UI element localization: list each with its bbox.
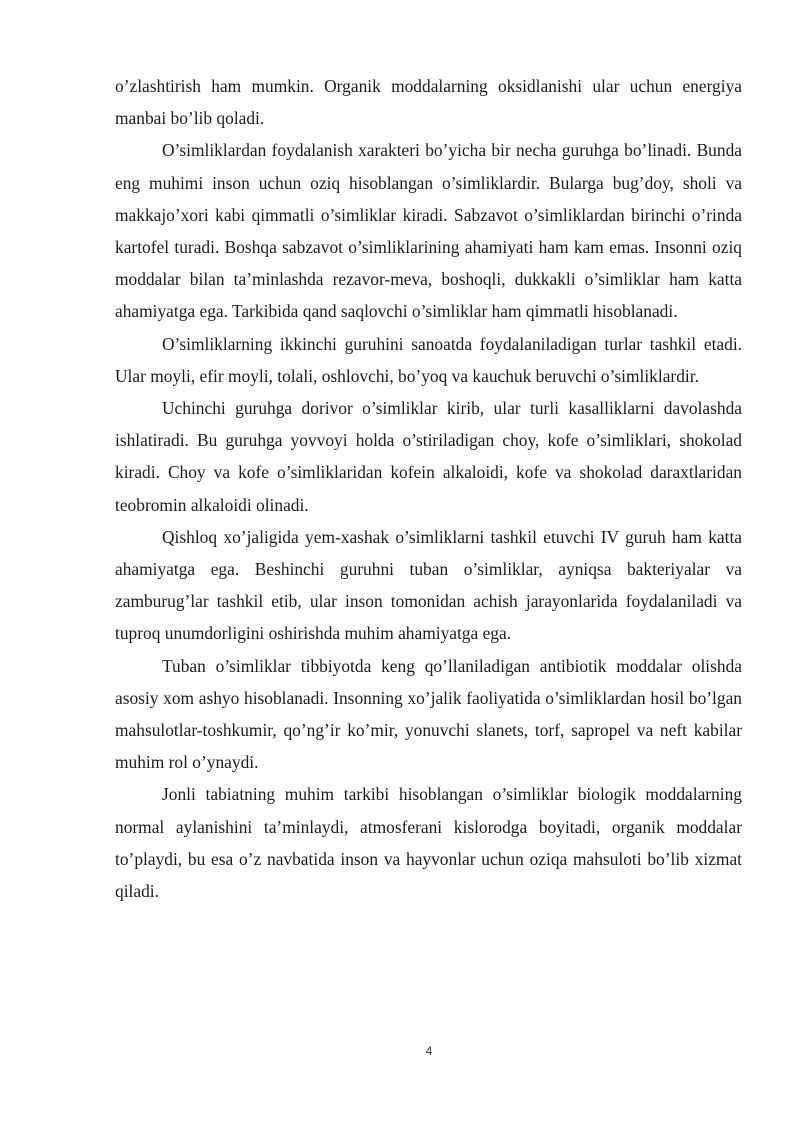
paragraph-continuation: o’zlashtirish ham mumkin. Organik moddalarning oksidlanishi ular uchun energiya manbai bo’lib qoladi. — [115, 76, 742, 129]
document-body — [115, 70, 742, 907]
paragraph-industrial-plants: O’simliklarning ikkinchi guruhini sanoatda foydalaniladigan turlar tashkil etadi. Ular moyli, efir moyli, tolali, oshlovchi, bo’yoq va kauchuk beruvchi o’simliklardir. — [115, 333, 742, 386]
paragraph-medicinal-plants: Uchinchi guruhga dorivor o’simliklar kirib, ular turli kasalliklarni davolashda ishlatiradi. Bu guruhga yovvoyi holda o’stiriladigan choy, kofe o’simliklari, shokolad kiradi. Choy va kofe o’simliklaridan kofein alkaloidi, kofe va shokolad daraxtlaridan teobromin alkaloidi olinadi. — [115, 398, 742, 515]
paragraph-lower-plants-medicine: Tuban o’simliklar tibbiyotda keng qo’llaniladigan antibiotik moddalar olishda asosiy xom ashyo hisoblanadi. Insonning xo’jalik faoliyatida o’simliklardan hosil bo’lgan mahsulotlar-toshkumir, qo’ng’ir ko’mir, yonuvchi slanets, torf, sapropel va neft kabilar muhim rol o’ynaydi. — [115, 655, 742, 773]
page-number: 4 — [425, 1044, 433, 1058]
paragraph-plants-in-nature: Jonli tabiatning muhim tarkibi hisoblangan o’simliklar biologik moddalarning normal aylanishini ta’minlaydi, atmosferani kislorodga boyitadi, organik moddalar to’playdi, bu esa o’z navbatida inson va hayvonlar uchun oziqa mahsuloti bo’lib xizmat qiladi. — [115, 784, 742, 902]
paragraph-fodder-and-lower-plants: Qishloq xo’jaligida yem-xashak o’simliklarni tashkil etuvchi IV guruh ham katta ahamiyatga ega. Beshinchi guruhni tuban o’simliklar, ayniqsa bakteriyalar va zamburug’lar tashkil etib, ular inson tomonidan achish jarayonlarida foydalaniladi va tuproq unumdorligini oshirishda muhim ahamiyatga ega. — [115, 526, 742, 644]
paragraph-plant-usage-groups: O’simliklardan foydalanish xarakteri bo’yicha bir necha guruhga bo’linadi. Bunda eng muhimi inson uchun oziq hisoblangan o’simliklardir. Bularga bug’doy, sholi va makkajo’xori kabi qimmatli o’simliklar kiradi. Sabzavot o’simliklardan birinchi o’rinda kartofel turadi. Boshqa sabzavot o’simliklarining ahamiyati ham kam emas. Insonni oziq moddalar bilan ta’minlashda rezavor-meva, boshoqli, dukkakli o’simliklar ham katta ahamiyatga ega. Tarkibida qand saqlovchi o’simliklar ham qimmatli hisoblanadi. — [115, 140, 742, 322]
